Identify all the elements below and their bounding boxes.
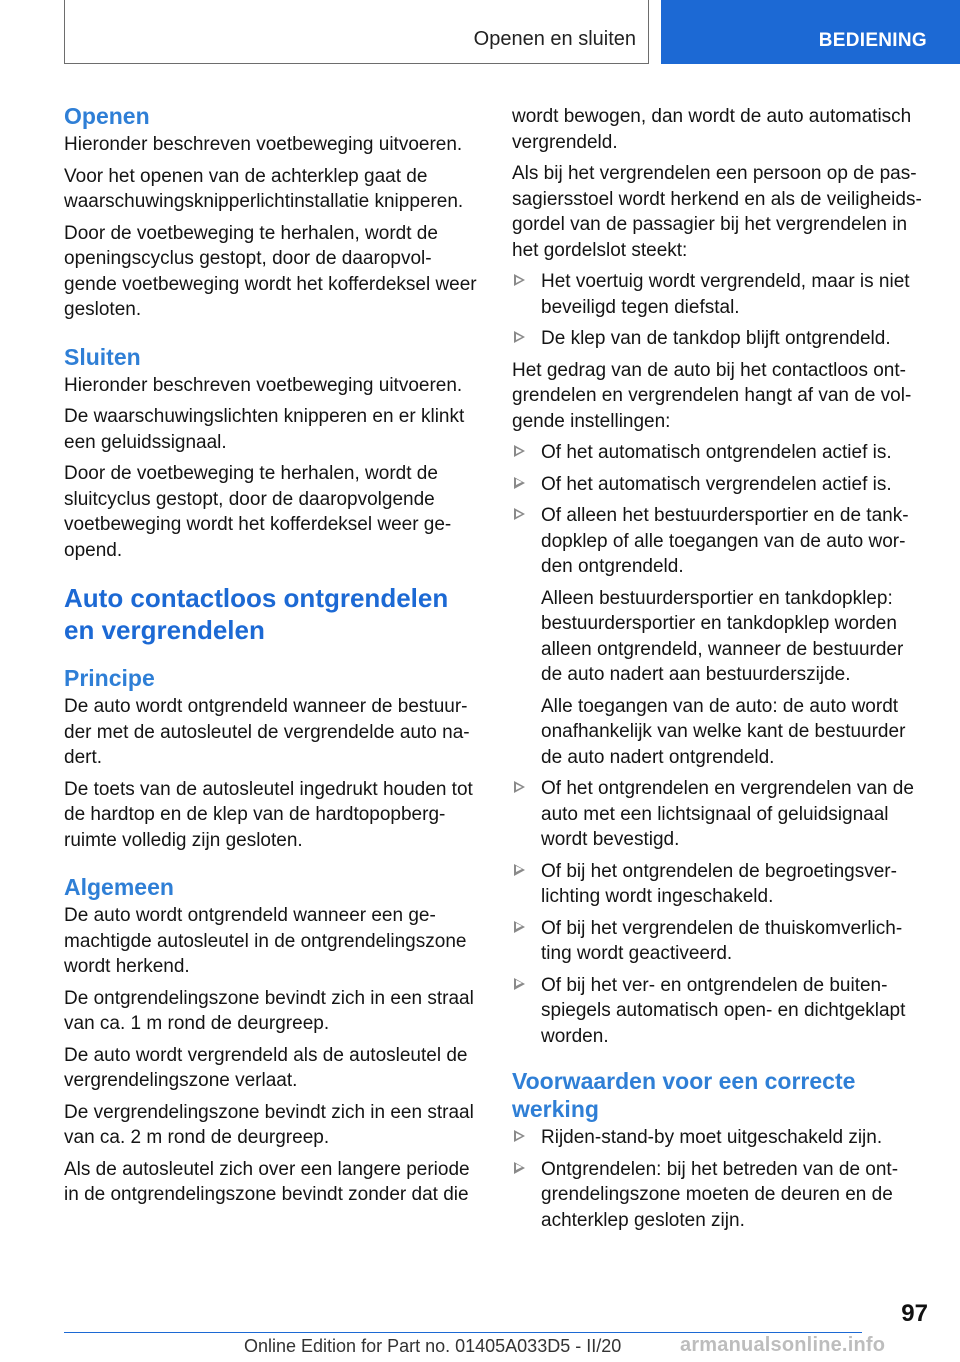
paragraph: Het gedrag van de auto bij het contactloos ont-grendelen en vergrendelen hangt af van de vol-gende instellingen: [512,359,912,432]
main-heading: Auto contactloos ontgrendelen en vergrendelen [64,583,449,645]
list-item: Het voertuig wordt vergrendeld, maar is niet beveiligd tegen diefstal. [512,269,928,320]
list-item: Of bij het ver- en ontgrendelen de buiten-spiegels automatisch open- en dichtgeklapt worden. [512,973,928,1050]
paragraph: Als bij het vergrendelen een persoon op de pas-sagiersstoel wordt herkend en als de veiligheids-gordel van de passagier bij het vergrendelen in het gordelslot steekt: [512,163,922,261]
paragraph: De waarschuwingslichten knipperen en er klinkt een geluidssignaal. [64,406,465,453]
list-item: Of het automatisch vergrendelen actief is. [512,472,928,498]
triangle-bullet-icon [514,477,525,489]
paragraph: De auto wordt vergrendeld als de autosleutel de vergrendelingszone verlaat. [64,1044,468,1091]
settings-list-2 [512,776,928,1049]
paragraph: Als de autosleutel zich over een langere periode in de ontgrendelingszone bevindt zonder dat die [64,1158,470,1205]
heading-voorwaarden: Voorwaarden voor een correcte werking [512,1068,856,1122]
page-number: 97 [901,1300,928,1327]
list-item: Of bij het vergrendelen de thuiskomverlich-ting wordt geactiveerd. [512,916,928,967]
settings-list [512,440,928,580]
list-item: Of alleen het bestuurdersportier en de tank-dopklep of alle toegangen van de auto wor-den ontgrendeld. [512,503,928,580]
heading-algemeen: Algemeen [64,874,174,900]
watermark-site[interactable]: armanualsonline.info [680,1334,886,1356]
triangle-bullet-icon [514,331,525,343]
right-column [512,104,928,1239]
conditions-list [512,1125,928,1233]
footer-divider [64,1332,862,1333]
list-item: Of het ontgrendelen en vergrendelen van de auto met een lichtsignaal of geluidsignaal wordt bevestigd. [512,776,928,853]
chapter-tab-label: BEDIENING [818,30,927,51]
header-section-box [64,0,649,64]
paragraph: De vergrendelingszone bevindt zich in een straal van ca. 2 m rond de deurgreep. [64,1101,474,1148]
paragraph: Door de voetbeweging te herhalen, wordt de openingscyclus gestopt, door de daaropvol-gende voetbeweging wordt het kofferdeksel weer gesloten. [64,222,477,320]
footer-edition: Online Edition for Part no. 01405A033D5 - II/20 [244,1336,622,1356]
paragraph: De auto wordt ontgrendeld wanneer een ge-machtigde autosleutel in de ontgrendelingszone wordt herkend. [64,905,467,977]
list-item: Of het automatisch ontgrendelen actief is. [512,440,928,466]
passenger-list [512,269,928,352]
paragraph: De auto wordt ontgrendeld wanneer de bestuur-der met de autosleutel de vergrendelde auto na-dert. [64,696,470,768]
paragraph: Hieronder beschreven voetbeweging uitvoeren. [64,374,463,396]
list-item: Ontgrendelen: bij het betreden van de ont-grendelingszone moeten de deuren en de achterklep gesloten zijn. [512,1157,928,1234]
list-item: Of bij het ontgrendelen de begroetingsver-lichting wordt ingeschakeld. [512,859,928,910]
chapter-tab [661,0,960,64]
triangle-bullet-icon [514,921,525,933]
paragraph: Door de voetbeweging te herhalen, wordt de sluitcyclus gestopt, door de daaropvolgende voetbeweging wordt het kofferdeksel weer ge-opend. [64,463,452,561]
section-title: Openen en sluiten [473,28,636,50]
triangle-bullet-icon [514,978,525,990]
triangle-bullet-icon [514,508,525,520]
triangle-bullet-icon [514,445,525,457]
list-item: De klep van de tankdop blijft ontgrendeld. [512,326,928,352]
list-item: Rijden-stand-by moet uitgeschakeld zijn. [512,1125,928,1151]
paragraph: De ontgrendelingszone bevindt zich in een straal van ca. 1 m rond de deurgreep. [64,987,474,1034]
triangle-bullet-icon [514,864,525,876]
heading-sluiten: Sluiten [64,343,141,370]
paragraph: Voor het openen van de achterklep gaat de waarschuwingsknipperlichtinstallatie knipperen. [64,165,464,212]
heading-openen: Openen [64,103,150,129]
triangle-bullet-icon [514,781,525,793]
heading-principe: Principe [64,665,155,691]
triangle-bullet-icon [514,274,525,286]
triangle-bullet-icon [514,1162,525,1174]
sub-paragraph: Alleen bestuurdersportier en tankdopklep: bestuurdersportier en tankdopklep worden alleen ontgrendeld, wanneer de bestuurder de auto nadert aan bestuurderszijde. [541,587,904,685]
paragraph: wordt bewogen, dan wordt de auto automatisch vergrendeld. [512,106,912,153]
paragraph: Hieronder beschreven voetbeweging uitvoeren. [64,134,463,155]
left-column [64,102,482,1214]
sub-paragraph: Alle toegangen van de auto: de auto wordt onafhankelijk van welke kant de bestuurder de auto nadert ontgrendeld. [541,695,906,768]
triangle-bullet-icon [514,1130,525,1142]
paragraph: De toets van de autosleutel ingedrukt houden tot de hardtop en de klep van de hardtopopberg-ruimte volledig zijn gesloten. [64,778,473,851]
